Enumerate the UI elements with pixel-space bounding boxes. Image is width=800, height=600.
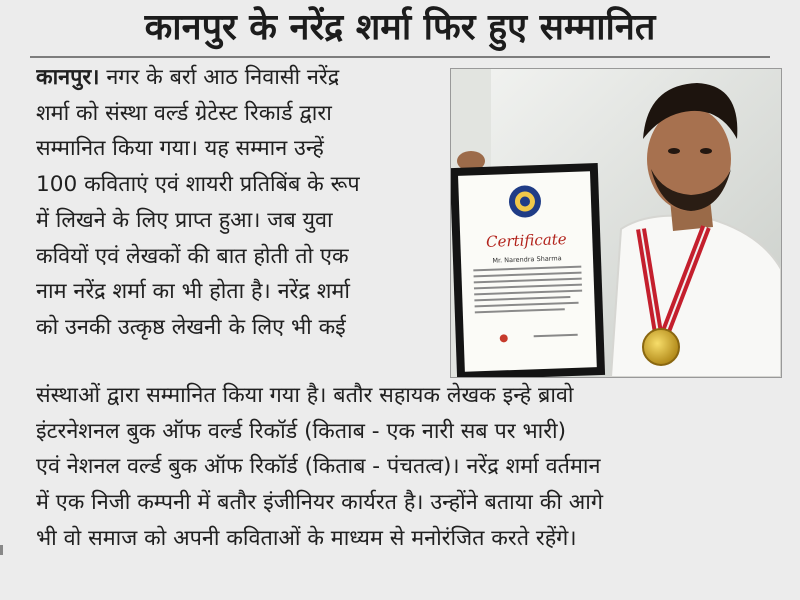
column-line-2: शर्मा को संस्था वर्ल्ड ग्रेटेस्ट रिकार्ड द्वारा [36,100,332,126]
column-line-1 [36,60,440,96]
headline-divider [30,56,770,58]
edge-mark [0,545,3,555]
dateline: कानपुर। [36,65,100,90]
article-continued [36,378,770,557]
full-line-2: इंटरनेशनल बुक ऑफ वर्ल्ड रिकॉर्ड (किताब - एक नारी सब पर भारी) [36,418,567,444]
column-line-5: में लिखने के लिए प्राप्त हुआ। जब युवा [36,207,333,233]
full-line-5: भी वो समाज को अपनी कविताओं के माध्यम से मनोरंजित करते रहेंगे। [36,525,577,551]
certificate-title: Certificate [485,230,567,251]
column-line-7: नाम नरेंद्र शर्मा का भी होता है। नरेंद्र शर्मा [36,279,350,305]
certificate-name: Mr. Narendra Sharma [492,254,562,265]
column-line-4: 100 कविताएं एवं शायरी प्रतिबिंब के रूप [36,172,360,198]
full-line-1: संस्थाओं द्वारा सम्मानित किया गया है। बतौर सहायक लेखक इन्हे ब्रावो [36,383,574,408]
photo-illustration [451,69,781,377]
column-line-6: कवियों एवं लेखकों की बात होती तो एक [36,243,349,269]
full-line-4: में एक निजी कम्पनी में बतौर इंजीनियर कार्यरत है। उन्होंने बताया की आगे [36,490,604,516]
article-photo [450,68,782,378]
article-column [36,60,440,346]
headline: कानपुर के नरेंद्र शर्मा फिर हुए सम्मानित [144,7,656,48]
column-line-3: सम्मानित किया गया। यह सम्मान उन्हें [36,136,324,162]
column-line-1-text: नगर के बर्रा आठ निवासी नरेंद्र [99,65,340,90]
column-line-8: को उनकी उत्कृष्ठ लेखनी के लिए भी कई [36,314,346,340]
full-line-3: एवं नेशनल वर्ल्ड बुक ऑफ रिकॉर्ड (किताब - पंचतत्व)। नरेंद्र शर्मा वर्तमान [36,454,601,480]
